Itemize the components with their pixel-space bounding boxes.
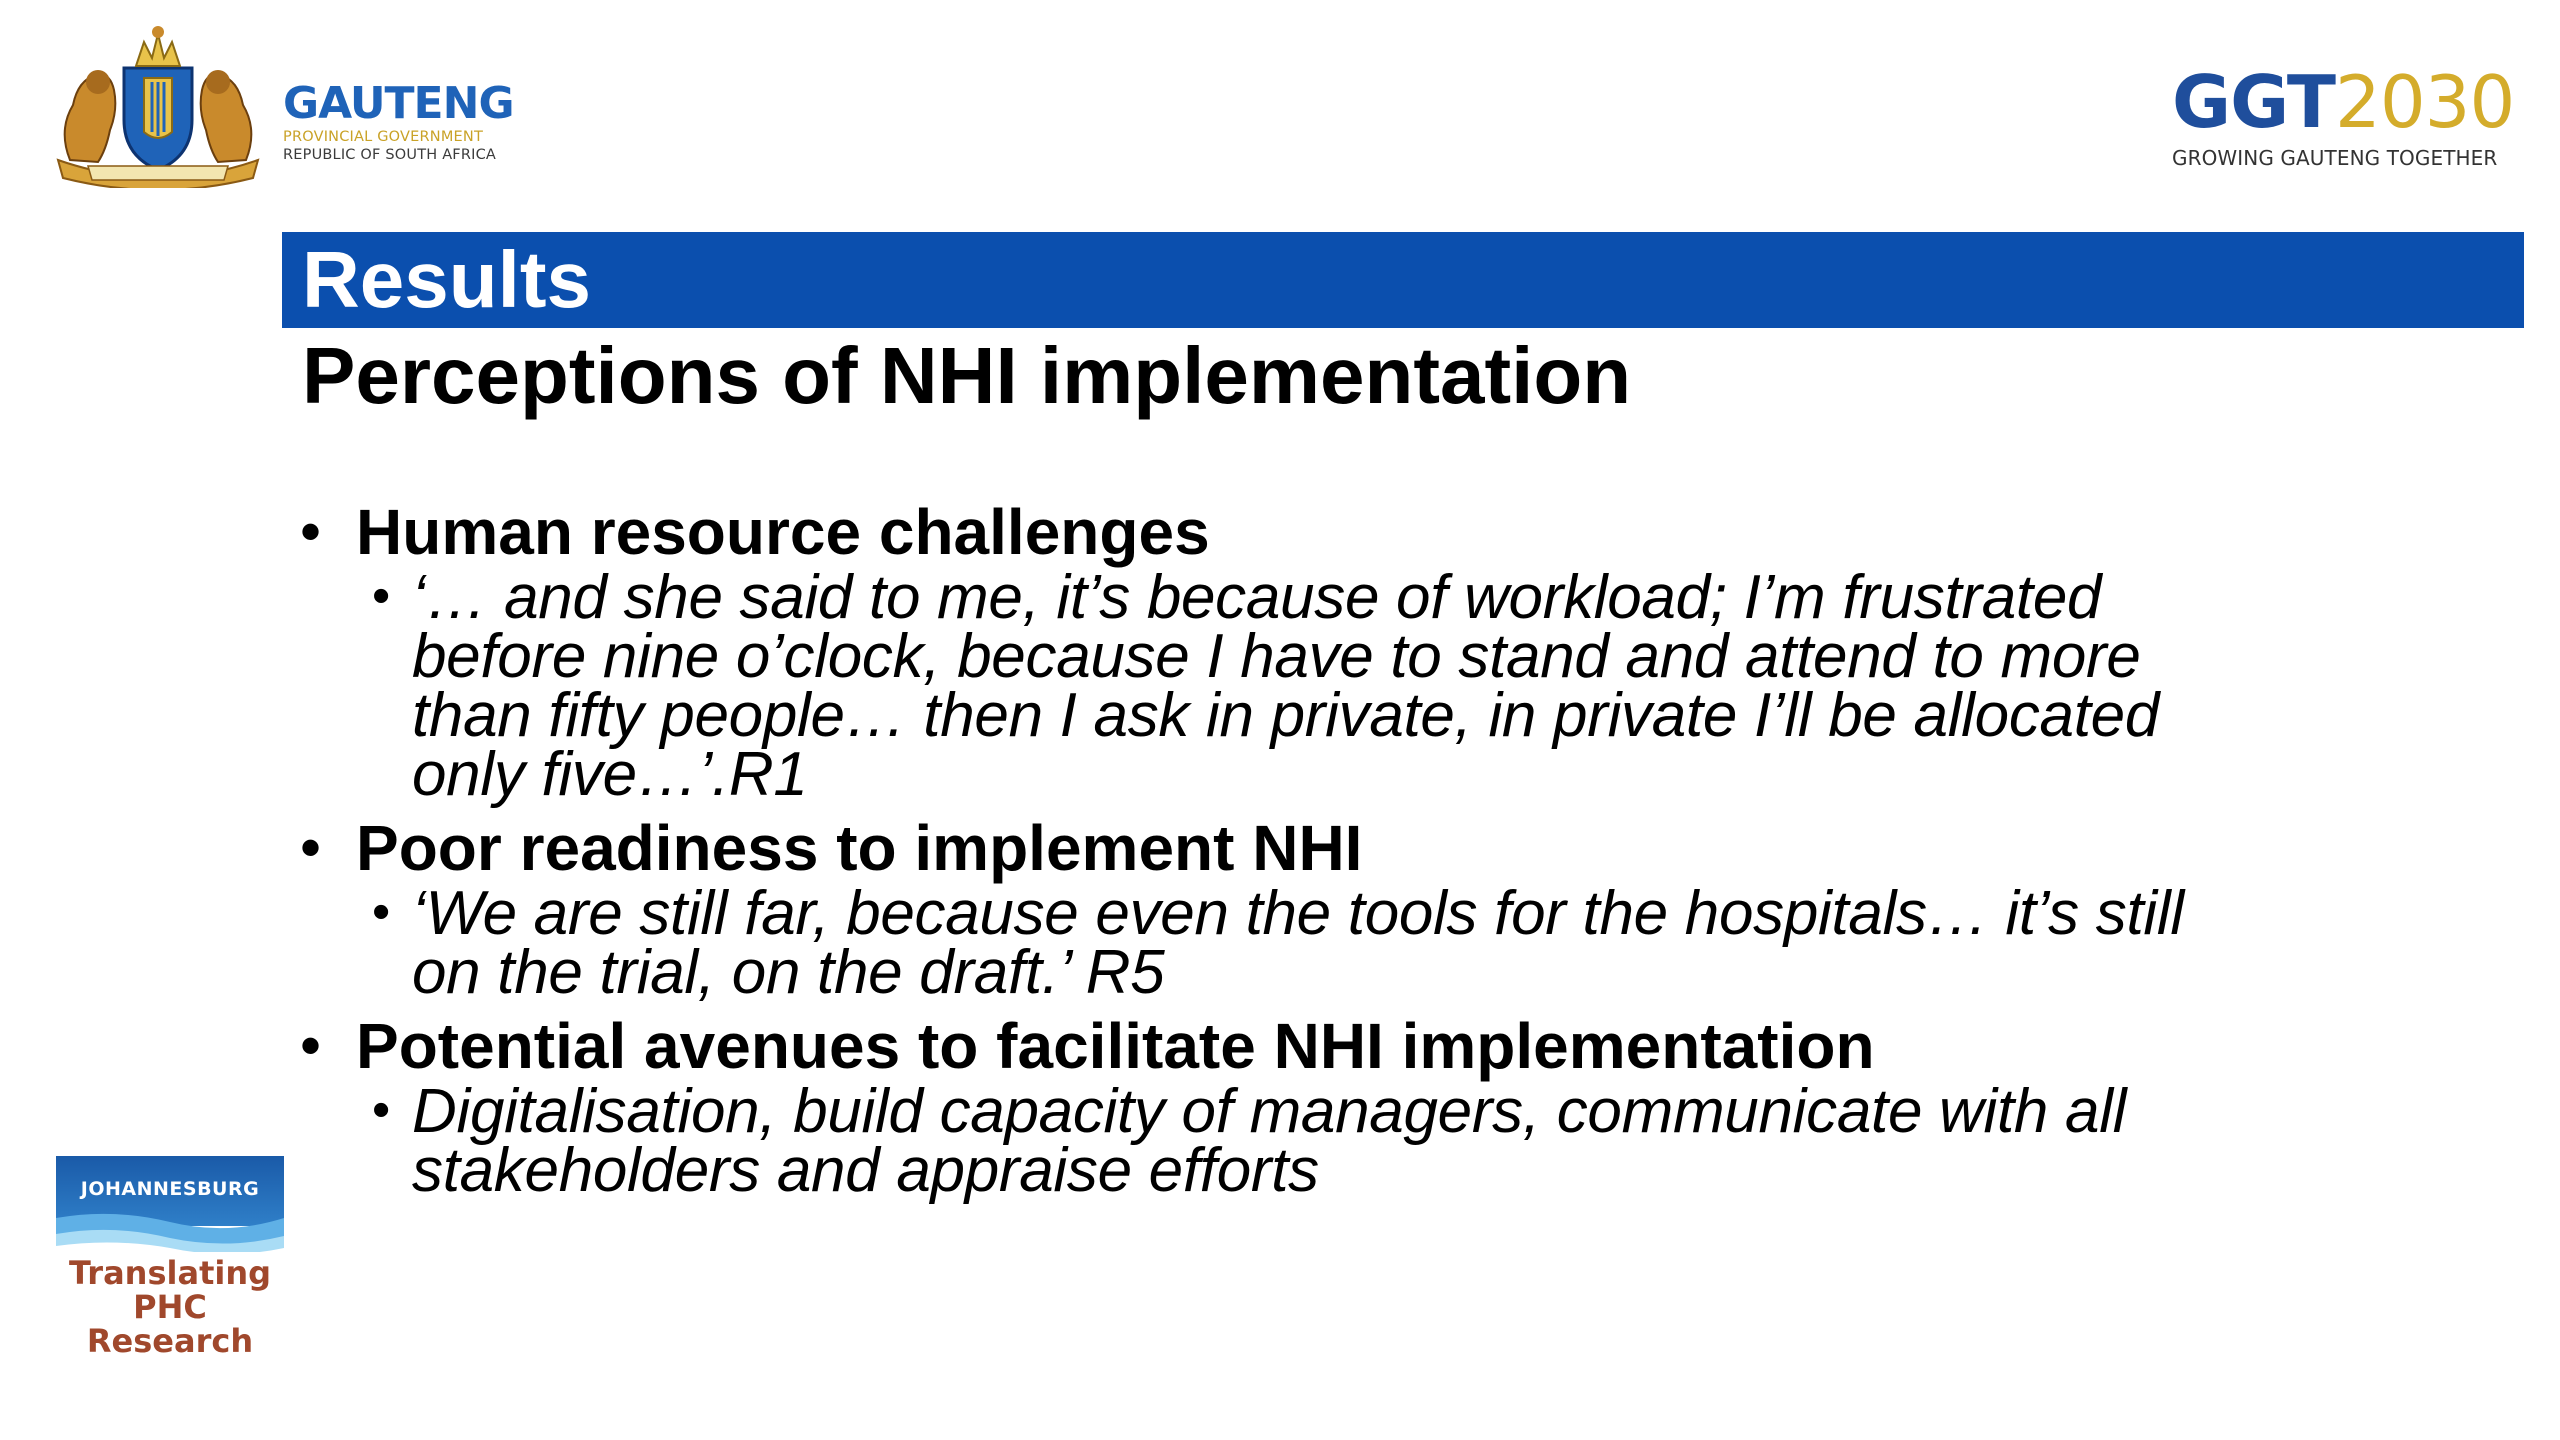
sub-bullet-item: [300, 879, 2500, 1007]
quote-line: than fifty people… then I ask in private, in private I’ll be allocated: [412, 681, 2159, 750]
sub-bullet-dot: •: [372, 567, 391, 625]
quote-line: only five…’.R1: [412, 740, 808, 809]
bullet-heading: Human resource challenges: [356, 496, 1210, 568]
sub-bullet-dot: •: [372, 1081, 391, 1139]
sub-bullet-dot: •: [372, 883, 391, 941]
jhb-line-2: PHC: [133, 1288, 207, 1326]
bullet-heading: Potential avenues to facilitate NHI implementation: [356, 1010, 1875, 1082]
bullet-item: [300, 812, 2500, 884]
johannesburg-logo: [56, 1156, 284, 1360]
quote-line: Digitalisation, build capacity of managers, communicate with all: [412, 1077, 2127, 1146]
jhb-line-1: Translating: [68, 1254, 272, 1292]
ggt-year: 2030: [2335, 60, 2515, 144]
gauteng-name: GAUTENG: [283, 78, 514, 129]
johannesburg-wave-icon: [56, 1156, 284, 1252]
bullet-dot: •: [300, 1012, 322, 1079]
gauteng-logo: [48, 20, 518, 190]
quote-line: stakeholders and appraise efforts: [412, 1136, 1319, 1205]
ggt2030-logo: [2172, 60, 2515, 170]
sub-bullet-item: [300, 563, 2500, 809]
johannesburg-name: JOHANNESBURG: [80, 1178, 260, 1200]
slide-subtitle: Perceptions of NHI implementation: [302, 331, 1632, 420]
sub-bullet-item: [300, 1077, 2500, 1205]
gauteng-crest-icon: [48, 20, 268, 188]
gauteng-subtitle-2: REPUBLIC OF SOUTH AFRICA: [283, 147, 497, 163]
bullet-item: [300, 1010, 2500, 1082]
bullet-list: [300, 496, 2500, 1205]
bullet-dot: •: [300, 498, 322, 565]
quote-line: on the trial, on the draft.’ R5: [412, 938, 1165, 1007]
jhb-line-3: Research: [86, 1322, 254, 1360]
title-bar: [282, 232, 2524, 328]
quote-line: ‘We are still far, because even the tools for the hospitals… it’s still: [412, 879, 2184, 948]
quote-line: before nine o’clock, because I have to stand and attend to more: [412, 622, 2141, 691]
quote-line: ‘… and she said to me, it’s because of workload; I’m frustrated: [412, 563, 2102, 632]
gauteng-subtitle-1: PROVINCIAL GOVERNMENT: [283, 129, 483, 145]
ggt-letters: GGT: [2172, 60, 2336, 144]
bullet-dot: •: [300, 814, 322, 881]
bullet-item: [300, 496, 2500, 568]
ggt-tagline: GROWING GAUTENG TOGETHER: [2172, 146, 2498, 170]
slide-title: Results: [302, 235, 591, 324]
bullet-heading: Poor readiness to implement NHI: [356, 812, 1363, 884]
